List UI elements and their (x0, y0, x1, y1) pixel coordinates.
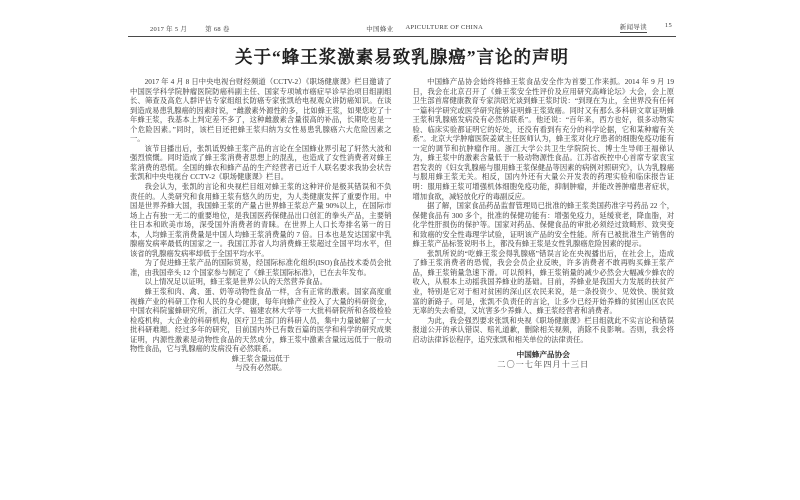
signature-date: 二〇一七年四月十三日 (497, 359, 590, 369)
header-journal (366, 24, 483, 33)
paragraph: 为了促进蜂王浆产品的国际贸易，经国际标准化组织(ISO)食品技术委员会批准，由我国牵头 12 个国家参与制定了《蜂王浆国际标准》，已在去年发布。 (130, 258, 392, 277)
page-header (128, 22, 676, 37)
right-column (413, 77, 675, 373)
header-section: 新闻导读 (619, 24, 647, 31)
header-date: 2017 年 5 月 (150, 26, 188, 33)
paragraph: 蜂王浆和肉、禽、蛋、奶等动物性食品一样，含有正常的激素。国家高度重视蜂产业的科研工作和人民的身心健康，每年向蜂产业投入了大量的科研资金，中国农科院蜜蜂研究所，浙江大学、福建农林大学等一大批科研院所和各级检验检疫机构，大企业的科研机构，医疗卫生部门的科研人员，集中力量破解了一大批科研难题。经过多年的研究，目前国内外已有数百篇的医学和科学的研究成果证明，内源性激素是动物性食品的天然成分，蜂王浆中激素含量远远低于一般动物性食品，它与乳腺癌的发病没有必然联系。 (130, 287, 392, 354)
left-column (130, 77, 392, 373)
article-title: 关于“蜂王浆激素易致乳腺癌”言论的声明 (235, 47, 569, 67)
signature-organization: 中国蜂产品协会 (516, 350, 570, 360)
journal-page (128, 22, 676, 498)
header-volume: 第 68 卷 (205, 26, 230, 33)
header-page-number: 15 (664, 22, 672, 29)
paragraph: 2017 年 4 月 8 日中央电视台财经频道（CCTV-2）《职场健康课》栏目邀请了中国医学科学院肿瘤医院防癌科副主任、国家专项城市癌症早诊早治项目组副组长、筛查及高危人群评估专家组组长防癌专家张凯给电视观众讲防癌知识。在谈到造成易患乳腺癌的因素时说，“雌激素外源性的多，比如蜂王浆，如果您吃了十年蜂王浆，我基本上判定差不多了，这种雌激素含量很高的补品，长期吃也是一个危险因素。”同时，该栏目还把蜂王浆归纳为女性易患乳腺癌六大危险因素之一。 (130, 77, 392, 144)
paragraph: 中国蜂产品协会始终将蜂王浆食品安全作为首要工作来抓。2014 年 9 月 19 日，我会在北京召开了《蜂王浆安全性评价及应用研究高峰论坛》大会，会上原卫生部首席健康教育专家洪昭光谈到蜂王浆时说：“到现在为止，全世界没有任何一篇科学研究或医学研究能够证明蜂王浆致癌。同时又有那么多科研文章证明蜂王浆和乳腺癌发病没有必然的联系”。他还说：“百年来，西方也好，很多动物实验、临床实验都证明它的好处，还没有看到有充分的科学论据，它和某种瘤有关系”。北京大学肿瘤医院姜斌主任医师认为，蜂王浆对化疗患者的细胞免疫功能有一定的调节和抗肿瘤作用。浙江大学公共卫生学院院长、博士生导师王福俤认为，蜂王浆中的激素含量低于一般动物源性食品。江苏省疾控中心首席专家袁宝君发表的《妇女乳腺癌与服用蜂王浆保健品等因素的病例对照研究》，认为乳腺癌与服用蜂王浆无关。相反，国内外还有大量公开发表的药理实验和临床报告证明：服用蜂王浆可增强机体细胞免疫功能，抑制肿瘤，并能改善肿瘤患者症状，增加食欲，减轻放化疗的毒副反应。 (412, 77, 674, 201)
header-left (150, 24, 230, 33)
centered-fragment-line: 蜂王浆含量远低于 (231, 353, 290, 363)
paragraph: 我会认为，张凯的言论和央视栏目组对蜂王浆的这种评价是极其错误和不负责任的。人类研究和食用蜂王浆有悠久的历史，为人类健康发挥了重要作用。中国是世界养蜂大国，我国蜂王浆的产量占世界蜂王浆总产量 90%以上，在国际市场上占有独一无二的重要地位，是我国医药保健品出口创汇的拳头产品，主要销往日本和欧美市场，深受国外消费者的青睐。在世界上人口长寿排名第一的日本，人均蜂王浆消费量是中国人均蜂王浆消费量的 7 倍。日本也是发达国家中乳腺癌发病率最低的国家之一。我国江苏省人均消费蜂王浆超过全国平均水平，但该省的乳腺癌发病率却低于全国平均水平。 (130, 182, 392, 258)
article-body (128, 77, 676, 373)
paragraph: 以上情况足以证明，蜂王浆是世界公认的天然营养食品。 (144, 277, 328, 287)
journal-name-cn: 中国蜂业 (366, 26, 394, 33)
signature-block (413, 350, 675, 369)
header-right (620, 22, 672, 33)
paragraph: 该节目播出后，张凯诋毁蜂王浆产品的言论在全国蜂业界引起了轩然大波和强烈愤慨。同时造成了蜂王浆消费者思想上的混乱，也造成了女性消费者对蜂王浆消费的恐慌。全国的蜂农和蜂产品的生产经营者已近千人联名要求我协会状告张凯和中央电视台 CCTV-2《职场健康课》栏目。 (130, 143, 392, 182)
paragraph: 张凯所说的“吃蜂王浆会得乳腺癌”错误言论在央视播出后，在社会上，造成了蜂王浆消费者的恐慌，我会会员企业反映，许多消费者不敢再购买蜂王浆产品，蜂王浆销量急速下滑。可以预料，蜂王浆销量的减少必然会大幅减少蜂农的收入，从根本上动摇我国养蜂业的基础。目前，养蜂业是我国大力发展的扶贫产业，特别是它对于相对贫困的深山区农民来说，是一条投资少、见效快、脱贫致富的新路子。可是，张凯不负责任的言论，让多少已经开始养蜂的贫困山区农民无辜的失去希望，又坑害多少养蜂人、蜂王浆经营者和消费者。 (412, 248, 674, 316)
journal-name-en: APICULTURE OF CHINA (405, 24, 484, 31)
paragraph: 为此，我会强烈要求张凯和央视《职场健康课》栏目组就此不实言论和错误报道公开的承认错误、赔礼道歉，删除相关视频，消除不良影响。否则，我会将启动法律诉讼程序，追究张凯和相关单位的法律责任。 (412, 315, 674, 344)
paragraph: 据了解，国家食品药品监督管理局已批准的蜂王浆类国药准字号药品 22 个，保健食品有 300 多个，批准的保健功能有：增强免疫力，延缓衰老，降血脂，对化学性肝损伤的保护等。国家对药品、保健食品的审批必须经过致畸形、致突变和致癌的安全性毒理学试验，证明该产品的安全性能。所有已被批准生产销售的蜂王浆产品标签说明书上，都没有蜂王浆是女性乳腺癌危险因素的提示。 (412, 201, 674, 249)
centered-fragment-line: 与没有必然联。 (235, 363, 287, 373)
